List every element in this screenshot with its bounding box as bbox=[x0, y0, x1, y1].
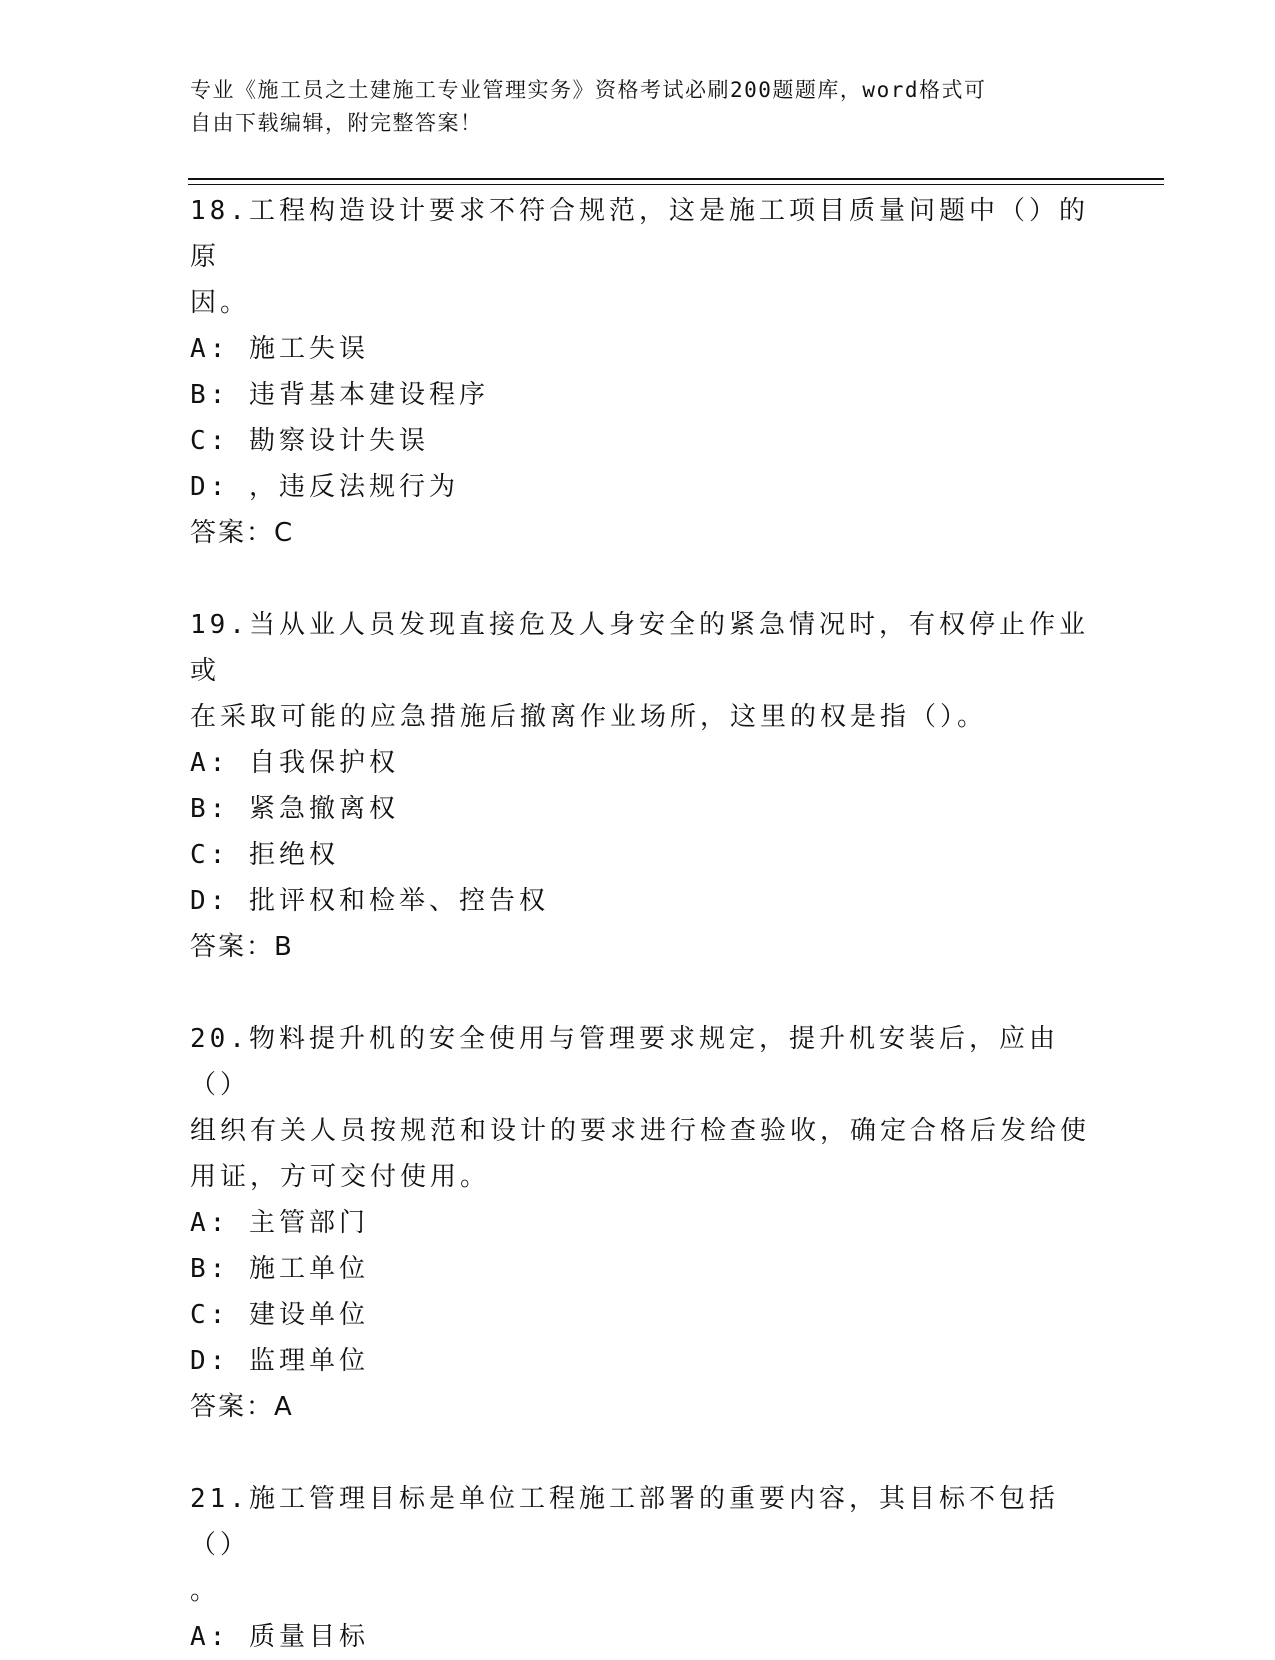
question-list bbox=[190, 188, 1090, 1660]
option-a: A: 施工失误 bbox=[190, 334, 369, 364]
header-divider-thin bbox=[188, 184, 1164, 185]
answer-line: 答案：B bbox=[190, 932, 294, 962]
question-spacer bbox=[190, 1430, 1090, 1476]
header-line-1: 专业《施工员之土建施工专业管理实务》资格考试必刷200题题库，word格式可 bbox=[190, 78, 987, 102]
header-line-2: 自由下载编辑，附完整答案！ bbox=[190, 111, 483, 135]
option-c: C: 勘察设计失误 bbox=[190, 426, 429, 456]
question-text-line: 组织有关人员按规范和设计的要求进行检查验收，确定合格后发给使 bbox=[190, 1116, 1091, 1146]
document-header bbox=[190, 74, 1090, 140]
question-text-line: 19.当从业人员发现直接危及人身安全的紧急情况时，有权停止作业或 bbox=[190, 610, 1089, 686]
option-c: C: 建设单位 bbox=[190, 1300, 369, 1330]
option-b: B: 紧急撤离权 bbox=[190, 794, 399, 824]
question-21 bbox=[190, 1476, 1090, 1660]
question-text-line: 因。 bbox=[190, 288, 251, 318]
question-spacer bbox=[190, 970, 1090, 1016]
option-d: D: 批评权和检举、控告权 bbox=[190, 886, 549, 916]
option-a: A: 主管部门 bbox=[190, 1208, 369, 1238]
header-divider bbox=[188, 178, 1164, 180]
option-b: B: 违背基本建设程序 bbox=[190, 380, 489, 410]
question-text-line: 用证，方可交付使用。 bbox=[190, 1162, 491, 1192]
question-text-line: 18.工程构造设计要求不符合规范，这是施工项目质量问题中（）的原 bbox=[190, 196, 1089, 272]
option-d: D: ，违反法规行为 bbox=[190, 472, 459, 502]
question-19 bbox=[190, 602, 1090, 970]
question-text-line: 在采取可能的应急措施后撤离作业场所，这里的权是指（）。 bbox=[190, 702, 988, 732]
option-d: D: 监理单位 bbox=[190, 1346, 369, 1376]
question-spacer bbox=[190, 556, 1090, 602]
question-18 bbox=[190, 188, 1090, 556]
option-a: A: 自我保护权 bbox=[190, 748, 399, 778]
question-text-line: 20.物料提升机的安全使用与管理要求规定，提升机安装后，应由（） bbox=[190, 1024, 1059, 1100]
option-c: C: 拒绝权 bbox=[190, 840, 339, 870]
question-text-line: 。 bbox=[190, 1576, 221, 1606]
answer-line: 答案：A bbox=[190, 1392, 294, 1422]
option-a: A: 质量目标 bbox=[190, 1622, 369, 1652]
option-b: B: 施工单位 bbox=[190, 1254, 369, 1284]
question-text-line: 21.施工管理目标是单位工程施工部署的重要内容，其目标不包括（） bbox=[190, 1484, 1059, 1560]
answer-line: 答案：C bbox=[190, 518, 295, 548]
question-20 bbox=[190, 1016, 1090, 1430]
